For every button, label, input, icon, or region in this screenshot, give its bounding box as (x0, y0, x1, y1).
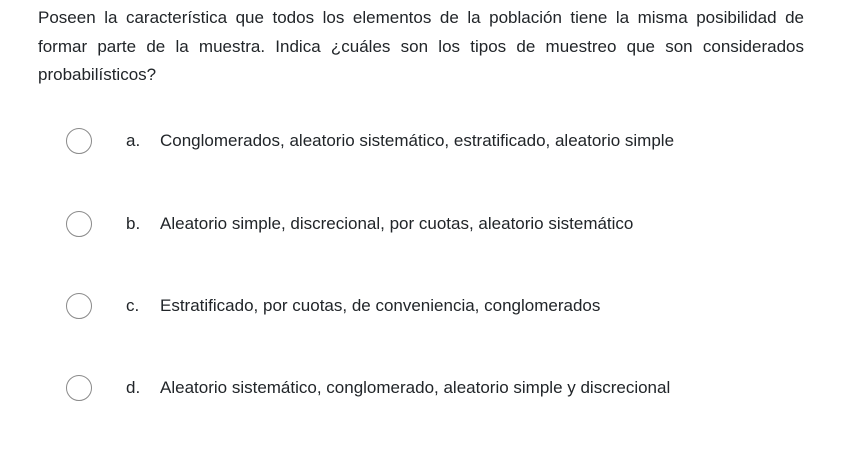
question-text: Poseen la característica que todos los elementos de la población tiene la misma posibilidad de formar parte de la muestra. Indica ¿cuáles son los tipos de muestreo que son considerados probabilísticos? (38, 8, 804, 84)
option-c[interactable] (66, 290, 600, 322)
option-text-a: Conglomerados, aleatorio sistemático, estratificado, aleatorio simple (160, 131, 675, 150)
option-letter-d: d. (126, 378, 141, 397)
option-b[interactable] (66, 208, 633, 240)
option-text-b: Aleatorio simple, discrecional, por cuotas, aleatorio sistemático (160, 214, 634, 233)
radio-button-b[interactable] (66, 211, 92, 237)
option-a[interactable] (66, 125, 674, 157)
option-letter-a: a. (126, 131, 141, 150)
option-d[interactable] (66, 372, 670, 404)
radio-button-d[interactable] (66, 375, 92, 401)
option-text-c: Estratificado, por cuotas, de conveniencia, conglomerados (160, 296, 601, 315)
radio-button-c[interactable] (66, 293, 92, 319)
radio-button-a[interactable] (66, 128, 92, 154)
option-text-d: Aleatorio sistemático, conglomerado, aleatorio simple y discrecional (160, 378, 671, 397)
option-letter-b: b. (126, 214, 141, 233)
option-letter-c: c. (126, 296, 140, 315)
